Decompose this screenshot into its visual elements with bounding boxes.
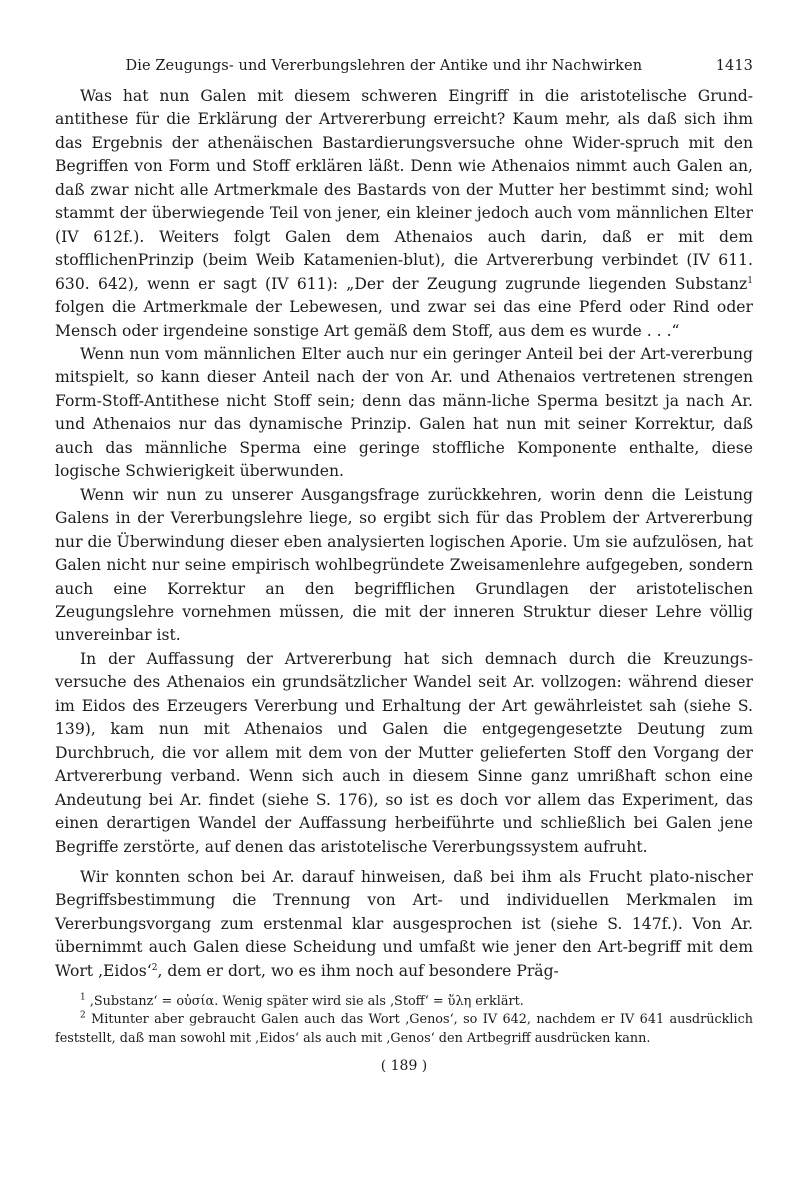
footnote-ref-1: 1: [747, 275, 753, 286]
paragraph-1: [55, 85, 753, 343]
paragraph-3: Wenn wir nun zu unserer Ausgangsfrage zurückkehren, worin denn die Leistung Galens in der Vererbungslehre liege, so ergibt sich für das Problem der Artvererbung nur die Überwindung dieser eben analysierten logischen Aporie. Um sie aufzulösen, hat Galen nicht nur seine empirisch wohlbegründete Zweisamenlehre aufgegeben, sondern auch eine Korrektur an den begrifflichen Grundlagen der aristotelischen Zeugungslehre vornehmen müssen, die mit der inneren Struktur dieser Lehre völlig unvereinbar ist.: [55, 485, 753, 645]
running-head-title: Die Zeugungs- und Vererbungslehren der Antike und ihr Nachwirken: [125, 58, 643, 74]
paragraph-1-text-a: Was hat nun Galen mit diesem schweren Eingriff in die aristotelische Grund-antithese für die Erklärung der Artvererbung erreicht? Kaum mehr, als daß sich ihm das Ergebnis der athenäischen Bastardierungsversuche ohne Wider-spruch mit den Begriffen von Form und Stoff erklären läßt. Denn wie Athenaios nimmt auch Galen an, daß zwar nicht alle Artmerkmale des Bastards von der Mutter her bestimmt sind; wohl stammt der überwiegende Teil von jener, ein kleiner jedoch auch vom männlichen Elter (IV 612f.). Weiters folgt Galen dem Athenaios auch darin, daß er mit dem stofflichenPrinzip (beim Weib Katamenien-blut), die Artvererbung verbindet (IV 611. 630. 642), wenn er sagt (IV 611): „Der der Zeugung zugrunde liegenden Substanz: [55, 87, 753, 293]
running-head-page-number: 1413: [715, 58, 753, 74]
paragraph-1-text-b: folgen die Artmerkmale der Lebewesen, und zwar sei das eine Pferd oder Rind oder Mensch oder irgendeine sonstige Art gemäß dem Stoff, aus dem es wurde . . .“: [55, 298, 753, 340]
paragraph-4: In der Auffassung der Artvererbung hat sich demnach durch die Kreuzungs-versuche des Athenaios ein grundsätzlicher Wandel seit Ar. vollzogen: während dieser im Eidos des Erzeugers Vererbung und Erhaltung der Art gewährleistet sah (siehe S. 139), kam nun mit Athenaios und Galen die entgegengesetzte Deutung zum Durchbruch, die vor allem mit dem von der Mutter gelieferten Stoff den Vorgang der Artvererbung verband. Wenn sich auch in diesem Sinne ganz umrißhaft schon eine Andeutung bei Ar. findet (siehe S. 176), so ist es doch vor allem das Experiment, das einen derartigen Wandel der Auffassung herbeiführte und schließlich bei Galen jene Begriffe zerstörte, auf denen das aristotelische Vererbungssystem aufruht.: [55, 649, 753, 856]
page-number: ( 189 ): [380, 1057, 428, 1074]
running-head: [60, 58, 753, 74]
footnote-1: [55, 993, 753, 1011]
footnotes: [55, 993, 753, 1048]
paragraph-5-text-a: Wir konnten schon bei Ar. darauf hinweisen, daß bei ihm als Frucht plato-nischer Begriffsbestimmung die Trennung von Art- und individuellen Merkmalen im Vererbungsvorgang zum erstenmal klar ausgesprochen ist (siehe S. 147f.). Von Ar. übernimmt auch Galen diese Scheidung und umfaßt wie jener den Art-begriff mit dem Wort ‚Eidos‘: [55, 867, 753, 980]
footnote-2: [55, 1011, 753, 1047]
footnote-1-text: ‚Substanz‘ = οὐσία. Wenig später wird sie als ‚Stoff‘ = ὕλη erklärt.: [85, 994, 524, 1010]
footnote-2-text: Mitunter aber gebraucht Galen auch das Wort ‚Genos‘, so IV 642, nachdem er IV 641 ausdrücklich feststellt, daß man sowohl mit ‚Eidos‘ als auch mit ‚Genos‘ den Artbegriff ausdrücken kann.: [55, 1012, 753, 1046]
body-text: [55, 85, 753, 983]
footnote-1-mark: 1: [80, 992, 86, 1003]
footnote-2-mark: 2: [80, 1011, 86, 1022]
page: [55, 58, 753, 1074]
paragraph-2: Wenn nun vom männlichen Elter auch nur ein geringer Anteil bei der Art-vererbung mitspielt, so kann dieser Anteil nach der von Ar. und Athenaios vertretenen strengen Form-Stoff-Antithese nicht Stoff sein; denn das männ-liche Sperma besitzt ja nach Ar. und Athenaios nur das dynamische Prinzip. Galen hat nun mit seiner Korrektur, daß auch das männliche Sperma eine geringe stoffliche Komponente enthalte, diese logische Schwierigkeit überwunden.: [55, 344, 753, 481]
footnote-ref-2: 2: [151, 962, 158, 973]
paragraph-5-text-b: , dem er dort, wo es ihm noch auf besondere Präg-: [157, 961, 559, 980]
paragraph-5: [55, 866, 753, 983]
